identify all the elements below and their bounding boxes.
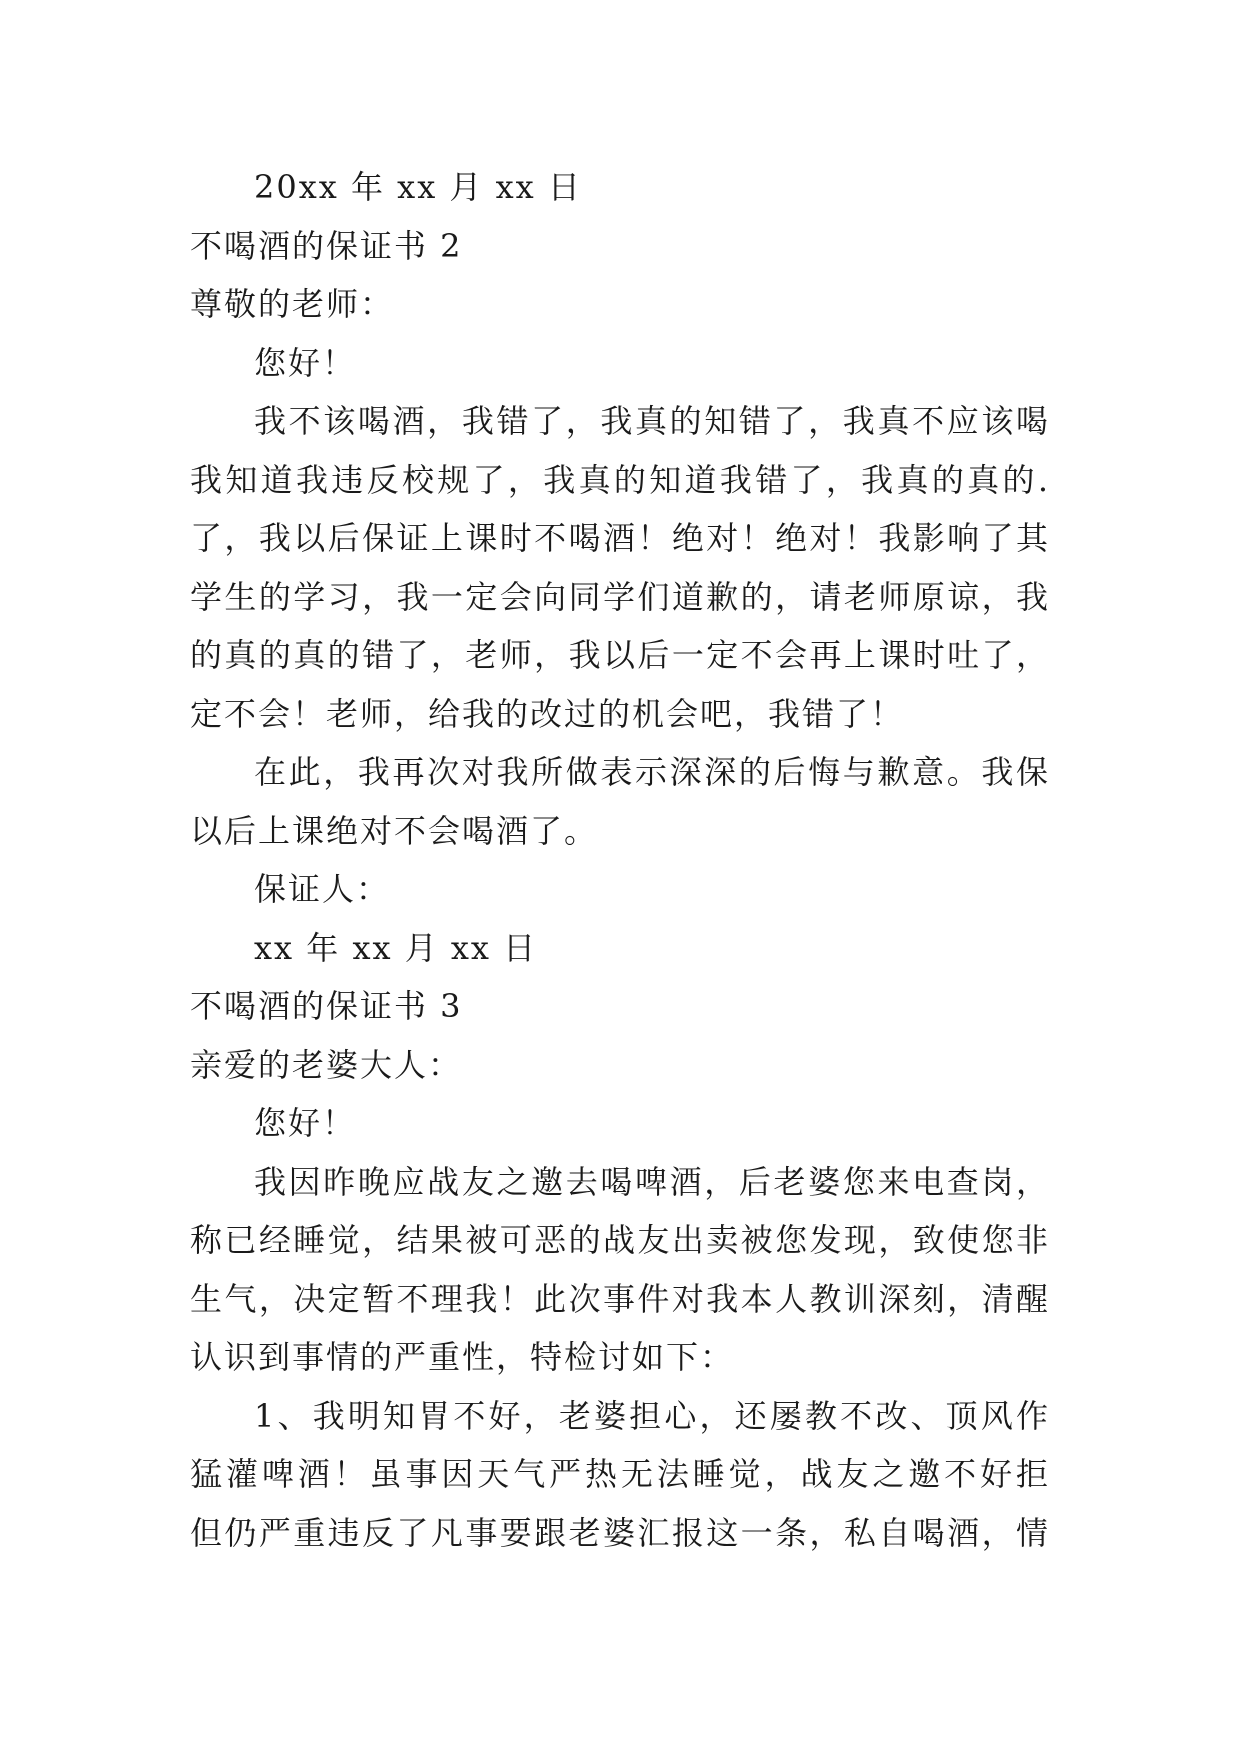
text-line: 我因昨晚应战友之邀去喝啤酒，后老婆您来电查岗， bbox=[254, 1162, 1050, 1201]
text-line: 但仍严重违反了凡事要跟老婆汇报这一条，私自喝酒，情 bbox=[190, 1513, 1050, 1552]
text-line: xx 年 xx 月 xx 日 bbox=[254, 928, 538, 967]
text-line: 您好！ bbox=[254, 1104, 357, 1142]
text-line: 认识到事情的严重性，特检讨如下： bbox=[190, 1338, 735, 1376]
text-line: 学生的学习，我一定会向同学们道歉的，请老师原谅，我 bbox=[190, 577, 1050, 616]
text-line: 称已经睡觉，结果被可恶的战友出卖被您发现，致使您非 bbox=[190, 1221, 1050, 1259]
text-line: 不喝酒的保证书 2 bbox=[190, 226, 463, 265]
text-line: 1、我明知胃不好，老婆担心，还屡教不改、顶风作 bbox=[254, 1396, 1050, 1435]
text-line: 尊敬的老师： bbox=[190, 285, 395, 323]
text-line: 我不该喝酒，我错了，我真的知错了，我真不应该喝 bbox=[254, 402, 1050, 440]
text-line: 亲爱的老婆大人： bbox=[190, 1045, 463, 1084]
text-line: 猛灌啤酒！虽事因天气严热无法睡觉，战友之邀不好拒 bbox=[190, 1455, 1050, 1493]
text-line: 您好！ bbox=[254, 343, 357, 382]
text-line: 在此，我再次对我所做表示深深的后悔与歉意。我保 bbox=[254, 753, 1050, 791]
text-line: 了，我以后保证上课时不喝酒！绝对！绝对！我影响了其 bbox=[190, 519, 1050, 557]
text-line: 以后上课绝对不会喝酒了。 bbox=[190, 811, 599, 850]
text-line: 定不会！老师，给我的改过的机会吧，我错了！ bbox=[190, 694, 905, 733]
text-line: 我知道我违反校规了，我真的知道我错了，我真的真的. bbox=[190, 460, 1050, 499]
text-line: 保证人： bbox=[254, 870, 391, 908]
text-line: 的真的真的错了，老师，我以后一定不会再上课时吐了， bbox=[190, 636, 1050, 674]
text-line: 生气，决定暂不理我！此次事件对我本人教训深刻，清醒 bbox=[190, 1279, 1050, 1318]
text-line: 不喝酒的保证书 3 bbox=[190, 987, 463, 1025]
document-body bbox=[190, 158, 1050, 1562]
text-line: 20xx 年 xx 月 xx 日 bbox=[254, 168, 582, 206]
